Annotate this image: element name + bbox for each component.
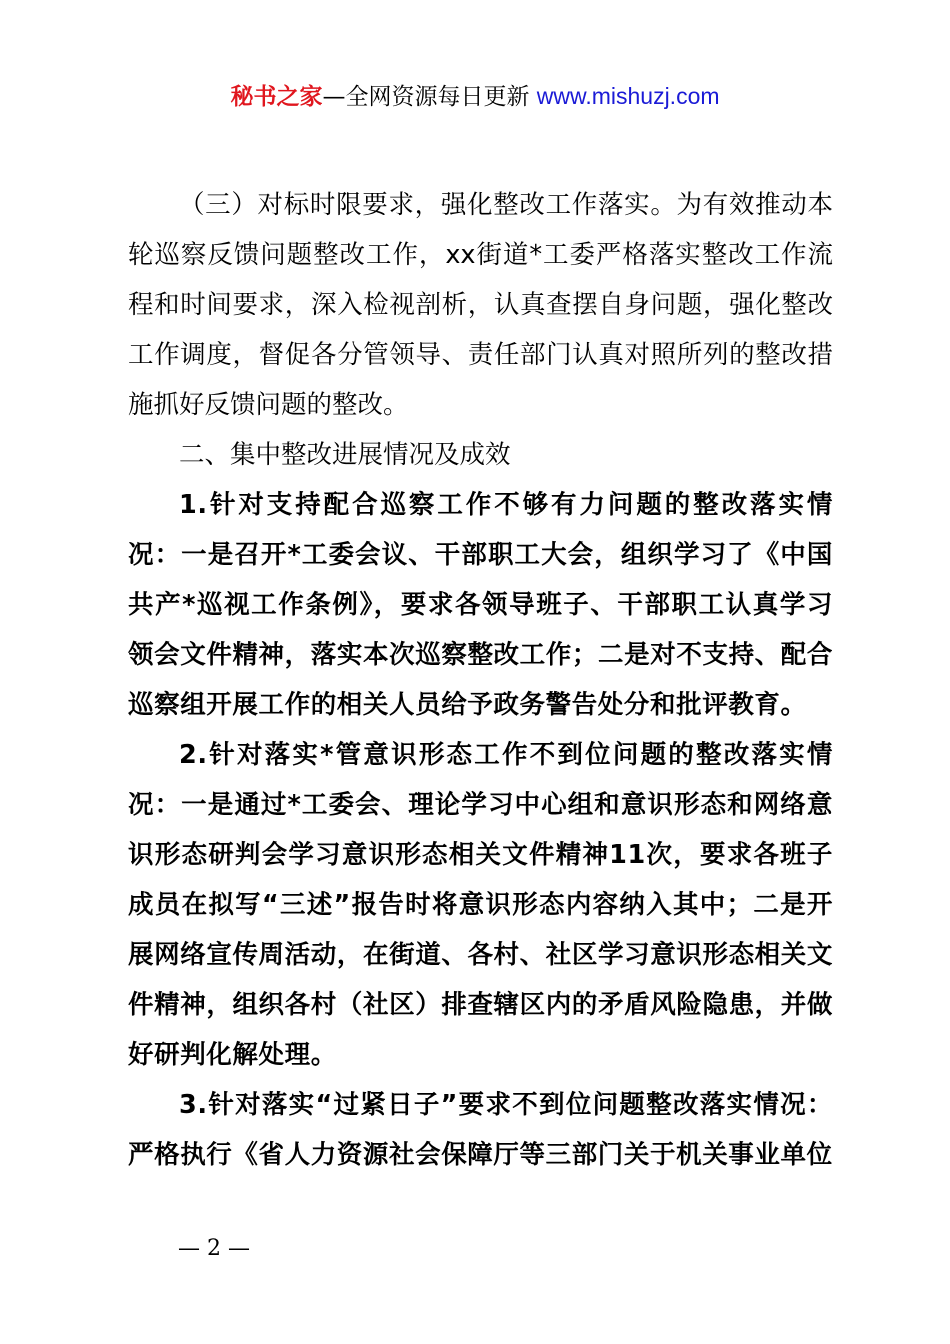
site-header — [0, 80, 950, 113]
document-body — [128, 180, 833, 1180]
paragraph-item-three: 3.针对落实“过紧日子”要求不到位问题整改落实情况：严格执行《省人力资源社会保障厅等三部门关于机关事业单位 — [128, 1090, 833, 1170]
site-brand: 秘书之家 — [230, 84, 323, 110]
site-tagline: —全网资源每日更新 — [322, 84, 537, 110]
paragraph-item-two: 2.针对落实*管意识形态工作不到位问题的整改落实情况：一是通过*工委会、理论学习中心组和意识形态和网络意识形态研判会学习意识形态相关文件精神11次，要求各班子成员在拟写“三述”报告时将意识形态内容纳入其中；二是开展网络宣传周活动，在街道、各村、社区学习意识形态相关文件精神，组织各村（社区）排查辖区内的矛盾风险隐患，并做好研判化解处理。 — [128, 740, 833, 1070]
site-url-link[interactable]: www.mishuzj.com — [536, 83, 720, 109]
page-number: — 2 — — [178, 1236, 250, 1261]
paragraph-item-one: 1.针对支持配合巡察工作不够有力问题的整改落实情况：一是召开*工委会议、干部职工大会，组织学习了《中国共产*巡视工作条例》，要求各领导班子、干部职工认真学习领会文件精神，落实本次巡察整改工作；二是对不支持、配合巡察组开展工作的相关人员给予政务警告处分和批评教育。 — [128, 490, 833, 720]
section-heading-two: 二、集中整改进展情况及成效 — [179, 440, 511, 470]
paragraph-section-three: （三）对标时限要求，强化整改工作落实。为有效推动本轮巡察反馈问题整改工作，xx街道*工委严格落实整改工作流程和时间要求，深入检视剖析，认真查摆自身问题，强化整改工作调度，督促各分管领导、责任部门认真对照所列的整改措施抓好反馈问题的整改。 — [128, 190, 833, 420]
